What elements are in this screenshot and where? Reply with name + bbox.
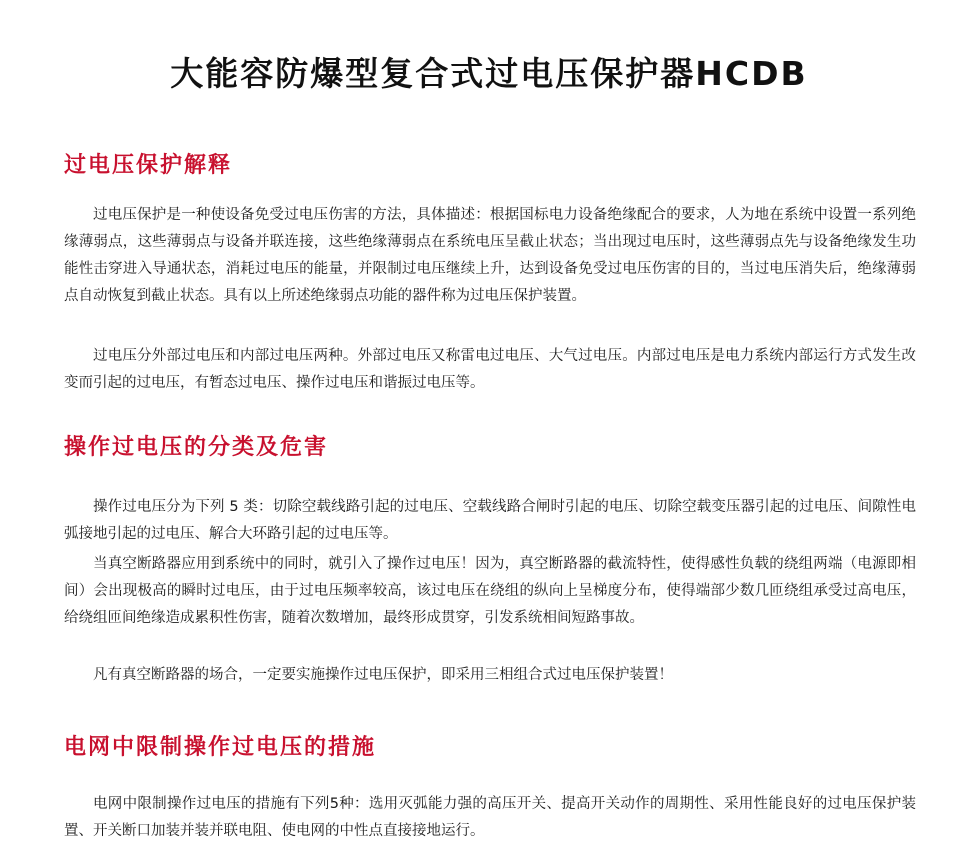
paragraph: 操作过电压分为下列 5 类：切除空载线路引起的过电压、空载线路合闸时引起的电压、切除空载变压器引起的过电压、间隙性电弧接地引起的过电压、解合大环路引起的过电压等。 [64,499,916,542]
section-heading-overvoltage-explanation: 过电压保护解释 [64,153,233,178]
document-title: 大能容防爆型复合式过电压保护器HCDB [170,54,808,93]
paragraph: 当真空断路器应用到系统中的同时，就引入了操作过电压！因为，真空断路器的截流特性，使得感性负载的绕组两端（电源即相间）会出现极高的瞬时过电压，由于过电压频率较高，该过电压在绕组的纵向上呈梯度分布，使得端部少数几匝绕组承受过高电压，给绕组匝间绝缘造成累积性伤害，随着次数增加，最终形成贯穿，引发系统相间短路事故。 [64,556,916,626]
section-heading-grid-limiting-measures: 电网中限制操作过电压的措施 [64,735,377,760]
paragraph: 过电压保护是一种使设备免受过电压伤害的方法，具体描述：根据国标电力设备绝缘配合的要求，人为地在系统中设置一系列绝缘薄弱点，这些薄弱点与设备并联连接，这些绝缘薄弱点在系统电压呈截止状态；当出现过电压时，这些薄弱点先与设备绝缘发生功能性击穿进入导通状态，消耗过电压的能量，并限制过电压继续上升，达到设备免受过电压伤害的目的，当过电压消失后，绝缘薄弱点自动恢复到截止状态。具有以上所述绝缘弱点功能的器件称为过电压保护装置。 [64,207,916,304]
paragraph: 过电压分外部过电压和内部过电压两种。外部过电压又称雷电过电压、大气过电压。内部过电压是电力系统内部运行方式发生改变而引起的过电压，有暂态过电压、操作过电压和谐振过电压等。 [64,348,916,391]
section-heading-operation-overvoltage-types: 操作过电压的分类及危害 [64,435,329,460]
paragraph: 电网中限制操作过电压的措施有下列5种：选用灭弧能力强的高压开关、提高开关动作的周期性、采用性能良好的过电压保护装置、开关断口加装并装并联电阻、使电网的中性点直接接地运行。 [64,796,916,839]
paragraph: 凡有真空断路器的场合，一定要实施操作过电压保护，即采用三相组合式过电压保护装置！ [93,667,673,683]
